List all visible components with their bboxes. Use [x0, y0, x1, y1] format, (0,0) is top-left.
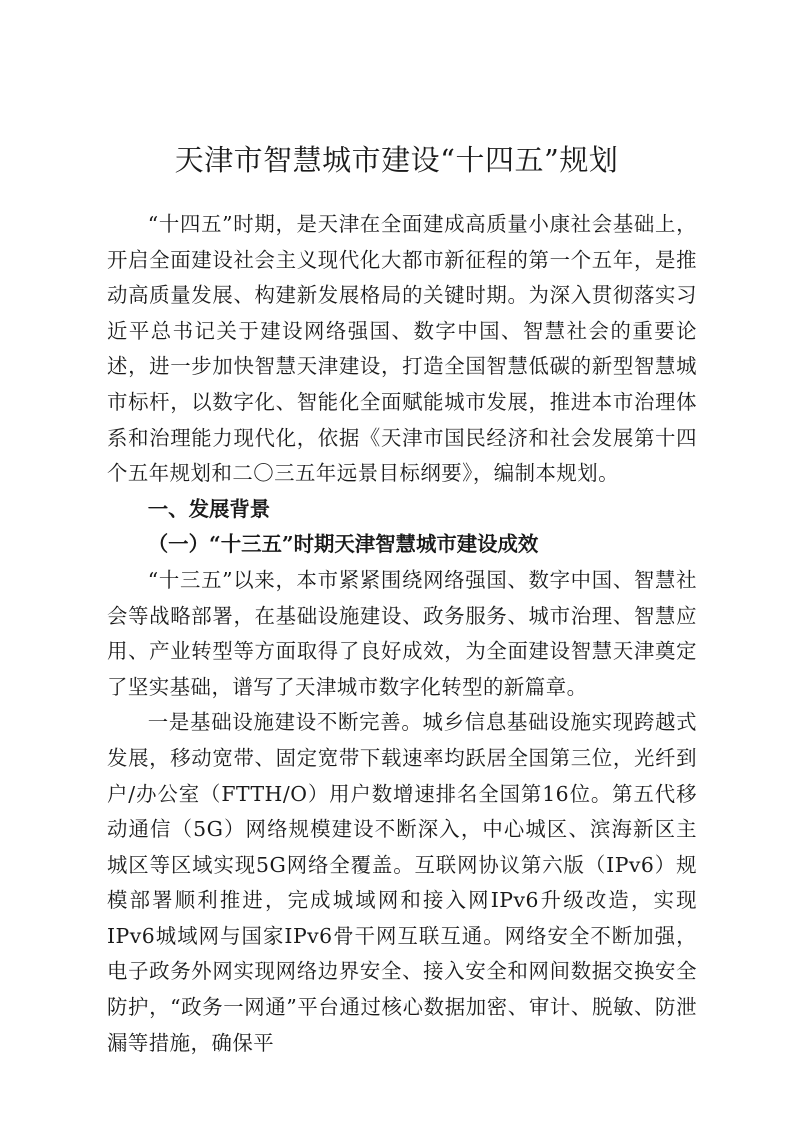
- section-heading: 一、发展背景: [147, 496, 271, 521]
- page-title: 天津市智慧城市建设“十四五”规划: [174, 143, 619, 177]
- summary-paragraph: “十三五”以来，本市紧紧围绕网络强国、数字中国、智慧社会等战略部署，在基础设施建设、政务服务、城市治理、智慧应用、产业转型等方面取得了良好成效，为全面建设智慧天津奠定了坚实基础，谱写了天津城市数字化转型的新篇章。: [107, 567, 697, 699]
- subsection-heading: （一）“十三五”时期天津智慧城市建设成效: [147, 532, 539, 557]
- document-body: [107, 207, 697, 1061]
- infrastructure-paragraph: 一是基础设施建设不断完善。城乡信息基础设施实现跨越式发展，移动宽带、固定宽带下载速率均跃居全国第三位，光纤到户/办公室（FTTH/O）用户数增速排名全国第16位。第五代移动通信（5G）网络规模建设不断深入，中心城区、滨海新区主城区等区域实现5G网络全覆盖。互联网协议第六版（IPv6）规模部署顺利推进，完成城域网和接入网IPv6升级改造，实现IPv6城域网与国家IPv6骨干网互联互通。网络安全不断加强，电子政务外网实现网络边界安全、接入安全和网间数据交换安全防护，“政务一网通”平台通过核心数据加密、审计、脱敏、防泄漏等措施，确保平: [107, 710, 697, 1055]
- intro-paragraph: “十四五”时期，是天津在全面建成高质量小康社会基础上，开启全面建设社会主义现代化大都市新征程的第一个五年，是推动高质量发展、构建新发展格局的关键时期。为深入贯彻落实习近平总书记关于建设网络强国、数字中国、智慧社会的重要论述，进一步加快智慧天津建设，打造全国智慧低碳的新型智慧城市标杆，以数字化、智能化全面赋能城市发展，推进本市治理体系和治理能力现代化，依据《天津市国民经济和社会发展第十四个五年规划和二〇三五年远景目标纲要》，编制本规划。: [107, 212, 697, 486]
